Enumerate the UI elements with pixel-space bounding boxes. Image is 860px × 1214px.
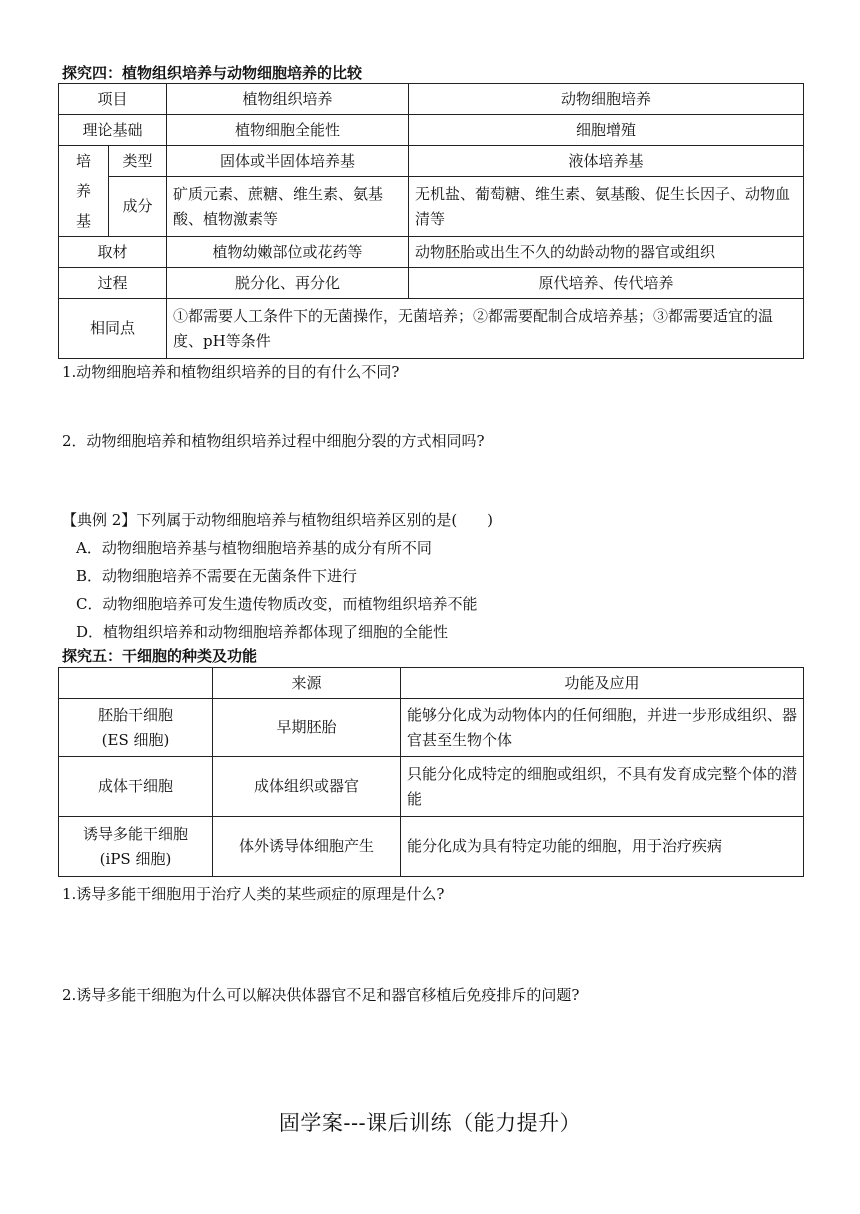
- cell-common: ①都需要人工条件下的无菌操作，无菌培养；②都需要配制合成培养基；③都需要适宜的温度、pH等条件: [167, 299, 804, 359]
- table-row: [59, 757, 804, 817]
- table-row: [59, 115, 804, 146]
- cell-animal-material: 动物胚胎或出生不久的幼龄动物的器官或组织: [409, 237, 804, 268]
- table-row: [59, 699, 804, 757]
- cell-adult-name: 成体干细胞: [59, 757, 213, 817]
- cell-plant-basis: 植物细胞全能性: [167, 115, 409, 146]
- cell-es-name: [59, 699, 213, 757]
- cell-es-source: 早期胚胎: [213, 699, 401, 757]
- header-plant: 植物组织培养: [167, 84, 409, 115]
- table-header-row: [59, 668, 804, 699]
- section4-title: 探究四：植物组织培养与动物细胞培养的比较: [62, 64, 363, 82]
- table-row: [59, 268, 804, 299]
- option-c: C．动物细胞培养可发生遗传物质改变，而植物组织培养不能: [76, 595, 478, 613]
- es-abbrev: (ES 细胞): [101, 730, 170, 749]
- row-label-basis: 理论基础: [59, 115, 167, 146]
- question-2: 2．动物细胞培养和植物组织培养过程中细胞分裂的方式相同吗?: [62, 432, 485, 450]
- row-label-material: 取材: [59, 237, 167, 268]
- cell-animal-process: 原代培养、传代培养: [409, 268, 804, 299]
- table-row: [59, 177, 804, 237]
- medium-char: 培: [75, 152, 91, 170]
- question-4: 2.诱导多能干细胞为什么可以解决供体器官不足和器官移植后免疫排斥的问题?: [62, 986, 580, 1004]
- table-header-row: [59, 84, 804, 115]
- ips-name: 诱导多能干细胞: [82, 824, 188, 843]
- option-d: D．植物组织培养和动物细胞培养都体现了细胞的全能性: [76, 623, 449, 641]
- header-animal: 动物细胞培养: [409, 84, 804, 115]
- section5-title: 探究五：干细胞的种类及功能: [62, 647, 258, 665]
- cell-animal-basis: 细胞增殖: [409, 115, 804, 146]
- stem-cell-table: [58, 667, 804, 877]
- cell-animal-component: 无机盐、葡萄糖、维生素、氨基酸、促生长因子、动物血清等: [409, 177, 804, 237]
- row-label-process: 过程: [59, 268, 167, 299]
- footer-title: 固学案---课后训练（能力提升）: [278, 1111, 582, 1135]
- cell-plant-type: 固体或半固体培养基: [167, 146, 409, 177]
- header-source: 来源: [213, 668, 401, 699]
- ips-abbrev: (iPS 细胞): [99, 849, 172, 868]
- row-label-type: 类型: [109, 146, 167, 177]
- row-label-component: 成分: [109, 177, 167, 237]
- cell-es-function: 能够分化成为动物体内的任何细胞，并进一步形成组织、器官甚至生物个体: [401, 699, 804, 757]
- table-row: [59, 817, 804, 877]
- cell-ips-source: 体外诱导体细胞产生: [213, 817, 401, 877]
- cell-animal-type: 液体培养基: [409, 146, 804, 177]
- medium-char: 养: [75, 182, 91, 200]
- cell-adult-source: 成体组织或器官: [213, 757, 401, 817]
- table-row: [59, 299, 804, 359]
- row-label-common: 相同点: [59, 299, 167, 359]
- cell-plant-component: 矿质元素、蔗糖、维生素、氨基酸、植物激素等: [167, 177, 409, 237]
- cell-plant-material: 植物幼嫩部位或花药等: [167, 237, 409, 268]
- comparison-table: [58, 83, 804, 359]
- example2-stem: 【典例 2】下列属于动物细胞培养与植物组织培养区别的是( ): [62, 511, 494, 529]
- cell-adult-function: 只能分化成特定的细胞或组织，不具有发育成完整个体的潜能: [401, 757, 804, 817]
- cell-ips-function: 能分化成为具有特定功能的细胞，用于治疗疾病: [401, 817, 804, 877]
- cell-ips-name: [59, 817, 213, 877]
- header-item: 项目: [59, 84, 167, 115]
- table-row: [59, 237, 804, 268]
- option-b: B．动物细胞培养不需要在无菌条件下进行: [76, 567, 358, 585]
- header-function: 功能及应用: [401, 668, 804, 699]
- question-3: 1.诱导多能干细胞用于治疗人类的某些顽症的原理是什么?: [62, 885, 445, 903]
- es-name: 胚胎干细胞: [97, 705, 173, 724]
- header-empty: [59, 668, 213, 699]
- medium-char: 基: [75, 212, 91, 230]
- medium-label: [59, 146, 109, 237]
- cell-plant-process: 脱分化、再分化: [167, 268, 409, 299]
- table-row: [59, 146, 804, 177]
- option-a: A．动物细胞培养基与植物细胞培养基的成分有所不同: [76, 539, 432, 557]
- question-1: 1.动物细胞培养和植物组织培养的目的有什么不同?: [62, 363, 400, 381]
